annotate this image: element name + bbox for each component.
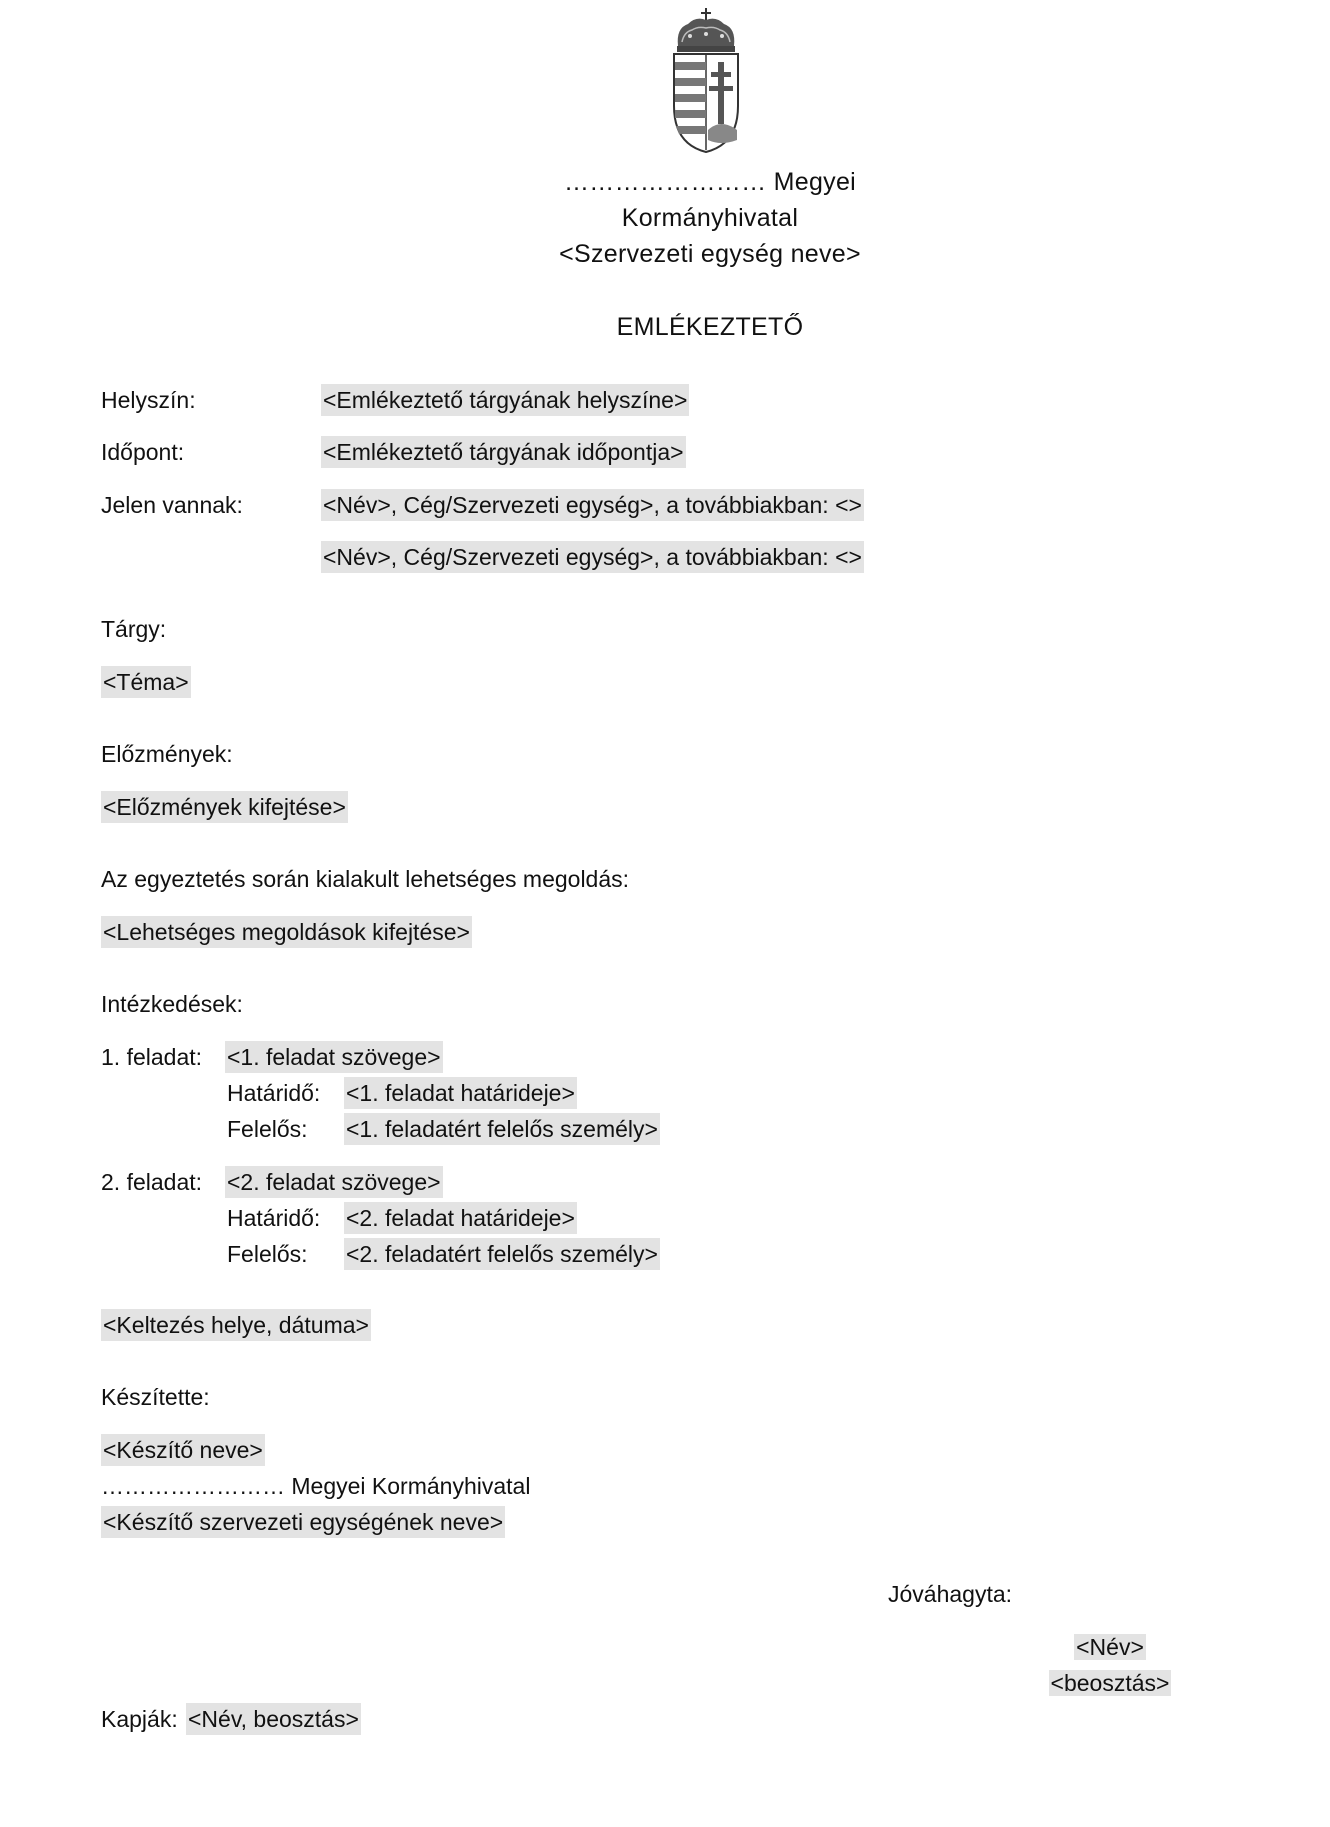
task-2-deadline-field[interactable]: <2. feladat határideje> bbox=[344, 1202, 577, 1234]
approved-by-label: Jóváhagyta: bbox=[888, 1581, 1013, 1607]
background-label: Előzmények: bbox=[101, 741, 233, 767]
task-1-deadline-field[interactable]: <1. feladat határideje> bbox=[344, 1077, 577, 1109]
office-name-line-1: …………………… Megyei bbox=[563, 168, 857, 196]
office-name-line-2: Kormányhivatal bbox=[621, 204, 799, 232]
task-2-label: 2. feladat: bbox=[101, 1169, 203, 1195]
date-place-field[interactable]: <Keltezés helye, dátuma> bbox=[101, 1309, 371, 1341]
approver-position-field[interactable]: <beosztás> bbox=[1050, 1670, 1170, 1696]
solution-field[interactable]: <Lehetséges megoldások kifejtése> bbox=[101, 916, 472, 948]
org-unit-name: <Szervezeti egység neve> bbox=[559, 240, 861, 268]
preparer-office: …………………… Megyei Kormányhivatal bbox=[101, 1473, 531, 1499]
task-1-owner-label: Felelős: bbox=[227, 1116, 308, 1142]
task-2-owner-label: Felelős: bbox=[227, 1241, 308, 1267]
background-field[interactable]: <Előzmények kifejtése> bbox=[101, 791, 348, 823]
coat-of-arms-icon bbox=[668, 6, 744, 154]
prepared-by-label: Készítette: bbox=[101, 1384, 210, 1410]
attendee-field-1[interactable]: <Név>, Cég/Szervezeti egység>, a továbbiakban: <> bbox=[321, 489, 864, 521]
time-label: Időpont: bbox=[101, 439, 185, 465]
actions-label: Intézkedések: bbox=[101, 991, 243, 1017]
attendee-field-2[interactable]: <Név>, Cég/Szervezeti egység>, a továbbiakban: <> bbox=[321, 541, 864, 573]
task-2-deadline-label: Határidő: bbox=[227, 1205, 321, 1231]
subject-label: Tárgy: bbox=[101, 616, 167, 642]
location-field[interactable]: <Emlékeztető tárgyának helyszíne> bbox=[321, 384, 689, 416]
preparer-name-field[interactable]: <Készítő neve> bbox=[101, 1434, 265, 1466]
task-2-owner-field[interactable]: <2. feladatért felelős személy> bbox=[344, 1238, 660, 1270]
task-1-owner-field[interactable]: <1. feladatért felelős személy> bbox=[344, 1113, 660, 1145]
time-field[interactable]: <Emlékeztető tárgyának időpontja> bbox=[321, 436, 686, 468]
approver-name-wrap bbox=[1010, 1631, 1210, 1663]
approver-name-field[interactable]: <Név> bbox=[1076, 1634, 1144, 1660]
recipients-label: Kapják: bbox=[101, 1706, 178, 1732]
attendees-label: Jelen vannak: bbox=[101, 492, 243, 518]
preparer-unit-field[interactable]: <Készítő szervezeti egységének neve> bbox=[101, 1506, 505, 1538]
task-1-text-field[interactable]: <1. feladat szövege> bbox=[225, 1041, 443, 1073]
approver-position-wrap bbox=[1010, 1667, 1210, 1699]
document-title: EMLÉKEZTETŐ bbox=[616, 313, 804, 341]
task-2-text-field[interactable]: <2. feladat szövege> bbox=[225, 1166, 443, 1198]
subject-field[interactable]: <Téma> bbox=[101, 666, 191, 698]
location-label: Helyszín: bbox=[101, 387, 196, 413]
task-1-label: 1. feladat: bbox=[101, 1044, 203, 1070]
task-1-deadline-label: Határidő: bbox=[227, 1080, 321, 1106]
solution-label: Az egyeztetés során kialakult lehetséges megoldás: bbox=[101, 866, 630, 892]
recipients-field[interactable]: <Név, beosztás> bbox=[186, 1703, 361, 1735]
